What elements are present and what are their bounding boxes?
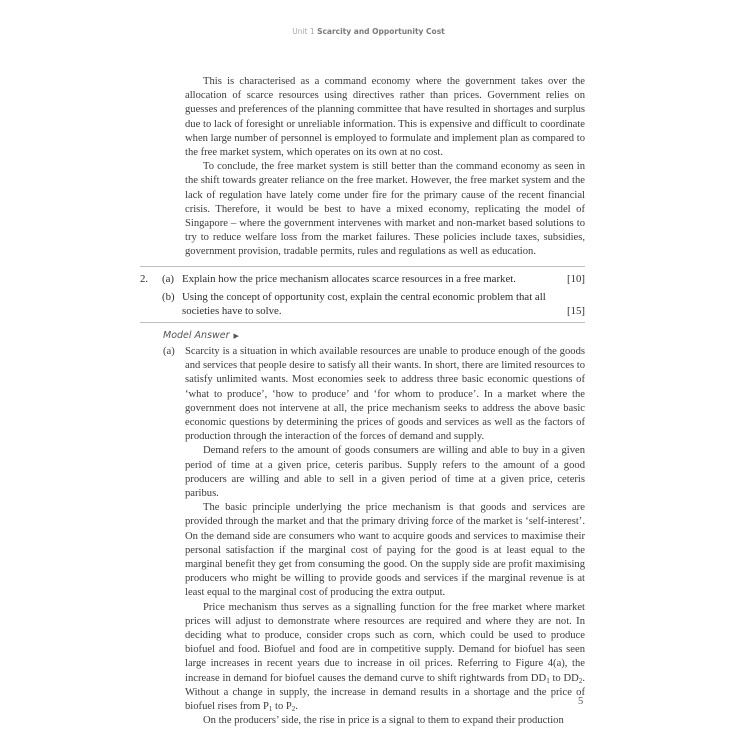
subscript: 2 bbox=[578, 676, 583, 685]
question-number: 2. bbox=[140, 273, 149, 285]
header-unit: Unit 1 bbox=[292, 27, 315, 36]
answer-paragraph-5: On the producers’ side, the rise in price is a signal to them to expand their production bbox=[203, 715, 564, 727]
question-text: Using the concept of opportunity cost, explain the central economic problem that all societies have to solve. bbox=[182, 291, 546, 317]
question-top-divider bbox=[140, 266, 585, 267]
question-bottom-divider bbox=[140, 322, 585, 323]
subscript: 1 bbox=[546, 676, 550, 685]
answer-paragraph-1: Scarcity is a situation in which available resources are unable to produce enough of the goods and services that people desire to satisfy all their wants. In short, there are limited resources to satisfy unlimited wants. Most economies seek to address three basic economic questions of ‘what to produce’, ‘how to produce’ and ‘for whom to produce’. In a market where the government does not intervene at all, the price mechanism seeks to address the above basic economic questions by determining the prices of goods and services as well as the factors of production through the interaction of the forces of demand and supply. bbox=[185, 346, 585, 443]
answer-p4-text: to P bbox=[272, 701, 292, 713]
intro-paragraph-2: To conclude, the free market system is still better than the command economy as seen in the shift towards greater reliance on the free market. However, the free market system and the lack of regulation have lately come under fire for the primary cause of the recent financial crisis. Therefore, it would be best to have a mixed economy, replicating the model of Singapore – where the government intervenes with market and non-market based solutions to try to reduce welfare loss from the market failures. These policies include taxes, subsidies, government provision, tradable permits, rules and regulations as well as education. bbox=[185, 161, 585, 258]
intro-section bbox=[185, 75, 585, 260]
answer-p4-text: . Without a change in supply, the increase in demand results in a shortage and the price of biofuel rises from P bbox=[185, 672, 585, 713]
header-title: Scarcity and Opportunity Cost bbox=[317, 27, 445, 36]
model-answer-body bbox=[163, 345, 585, 728]
question-marks: [15] bbox=[567, 305, 585, 317]
play-arrow-icon: ▶ bbox=[233, 332, 239, 340]
question-marks: [10] bbox=[567, 273, 585, 285]
page-number: 5 bbox=[578, 696, 584, 707]
question-part-a bbox=[140, 272, 585, 286]
question-part-label: (a) bbox=[162, 273, 174, 285]
answer-paragraph-4 bbox=[185, 601, 585, 715]
question-part-b bbox=[140, 290, 585, 318]
running-header bbox=[0, 27, 737, 36]
model-answer-label: Model Answer bbox=[163, 330, 230, 341]
answer-part-label: (a) bbox=[163, 346, 175, 357]
subscript: 2 bbox=[291, 705, 296, 714]
subscript: 1 bbox=[268, 705, 273, 714]
answer-paragraph-3: The basic principle underlying the price mechanism is that goods and services are provided through the market and that the primary driving force of the market is ‘self-interest’. On the demand side are consumers who want to acquire goods and services to maximise their personal satisfaction if the marginal cost of paying for the good is at least equal to the marginal benefit they get from consuming the good. On the supply side are profit maximising producers who might be willing to provide goods and services if the marginal revenue is at least equal to the marginal cost of producing the extra output. bbox=[185, 502, 585, 599]
question-text: Explain how the price mechanism allocates scarce resources in a free market. bbox=[182, 273, 516, 285]
answer-paragraph-2: Demand refers to the amount of goods consumers are willing and able to buy in a given period of time at a given price, ceteris paribus. Supply refers to the amount of a good producers are willing and able to sell in a given period of time at a given price, ceteris paribus. bbox=[185, 445, 585, 500]
intro-paragraph-1: This is characterised as a command economy where the government takes over the allocation of scarce resources using directives rather than prices. Government relies on guesses and preferences of the planning committee that have resulted in shortages and surplus due to lack of foresight or unreliable information. This is expensive and difficult to coordinate when large number of personnel is employed to formulate and implement plan as compared to the free market system, which operates on its own at no cost. bbox=[185, 76, 585, 159]
model-answer-heading bbox=[163, 330, 239, 341]
question-part-label: (b) bbox=[162, 291, 175, 303]
answer-p4-text: Price mechanism thus serves as a signalling function for the free market where market prices will adjust to demonstrate where resources are required and where they are not. In deciding what to produce, consider crops such as corn, which could be used to produce biofuel and food. Biofuel and food are in competitive supply. Demand for biofuel has seen large increases in recent years due to increase in oil prices. Referring to Figure 4(a), the increase in demand for biofuel causes the demand curve to shift rightwards from DD bbox=[185, 601, 585, 684]
answer-p4-text: to DD bbox=[549, 672, 579, 684]
answer-p4-text: . bbox=[295, 701, 298, 713]
